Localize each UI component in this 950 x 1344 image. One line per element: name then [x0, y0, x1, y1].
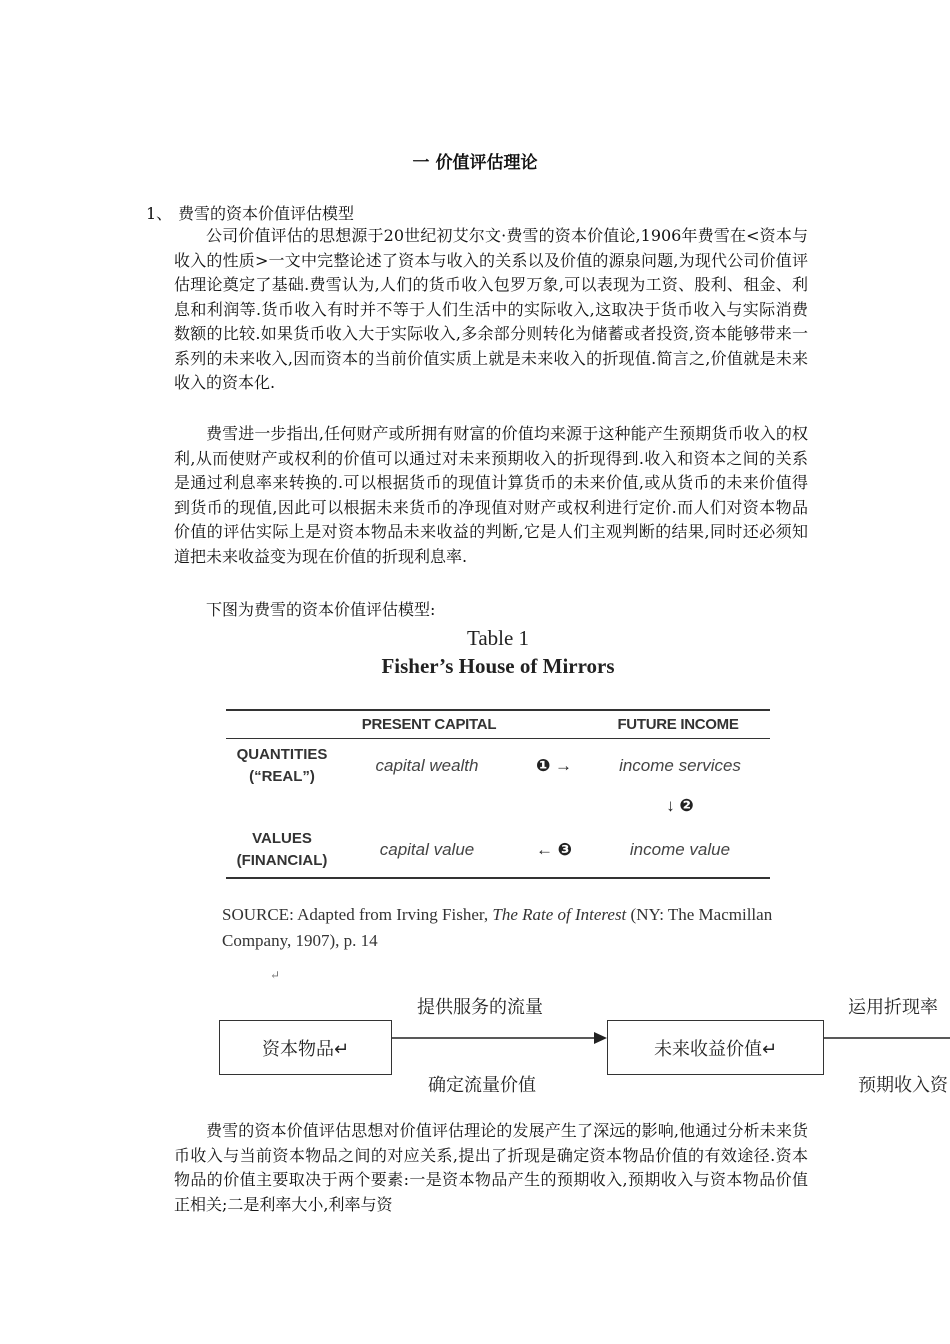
section-heading-text: 费雪的资本价值评估模型: [178, 204, 355, 223]
arrow-3: ← ❸: [535, 840, 573, 859]
page-title: 一 价值评估理论: [412, 153, 538, 173]
cell-income-value: income value: [629, 840, 731, 859]
paragraph-3: 下图为费雪的资本价值评估模型:: [206, 600, 436, 619]
cell-income-services: income services: [619, 756, 741, 775]
col-header-future: FUTURE INCOME: [617, 716, 739, 733]
flow-label-expected-income: 预期收入资: [858, 1075, 948, 1096]
row-label-quantities-main: QUANTITIES: [236, 746, 328, 763]
source-suffix: (NY: The Macmillan Company, 1907), p. 14: [222, 905, 773, 950]
flow-label-determine-value: 确定流量价值: [428, 1075, 536, 1096]
table-number: Table 1: [466, 626, 530, 650]
arrow-1: ❶ →: [535, 756, 573, 775]
source-book: The Rate of Interest: [492, 905, 627, 924]
arrow-2: ↓ ❷: [666, 796, 694, 815]
paragraph-4: 费雪的资本价值评估思想对价值评估理论的发展产生了深远的影响,他通过分析未来货币收入与当前资本物品之间的对应关系,提出了折现是确定资本物品价值的有效途径.资本物品的价值主要取决于两个要素:一是资本物品产生的预期收入,预期收入与资本物品价值正相关;二是利率大小,利率与资: [174, 1121, 808, 1214]
cell-capital-wealth: capital wealth: [375, 756, 479, 775]
pilcrow-mark: ↵: [270, 968, 281, 982]
flow-box-capital-goods: 资本物品↵: [219, 1020, 392, 1075]
section-number: 1、: [146, 204, 173, 223]
row-label-quantities-sub: (“REAL”): [249, 768, 315, 785]
flow-label-discount-rate: 运用折现率: [848, 997, 938, 1018]
cell-capital-value: capital value: [379, 840, 475, 859]
flow-arrow-head-1: [594, 1032, 607, 1044]
row-label-values-sub: (FINANCIAL): [236, 852, 328, 869]
source-prefix: SOURCE: Adapted from Irving Fisher,: [222, 905, 493, 924]
paragraph-2: 费雪进一步指出,任何财产或所拥有财富的价值均来源于这种能产生预期货币收入的权利,从而使财产或权利的价值可以通过对未来预期收入的折现得到.收入和资本之间的关系是通过利息率来转换的.可以根据货币的现值计算货币的未来价值,或从货币的未来价值得到货币的现值,因此可以根据未来货币的净现值对财产或权利进行定价.而人们对资本物品价值的评估实际上是对资本物品未来收益的判断,它是人们主观判断的结果,同时还必须知道把未来收益变为现在价值的折现利息率.: [174, 424, 808, 566]
col-header-present: PRESENT CAPITAL: [361, 716, 497, 733]
table-title: Fisher’s House of Mirrors: [381, 654, 615, 678]
row-label-values-main: VALUES: [252, 830, 312, 847]
flow-label-service-flow: 提供服务的流量: [417, 997, 543, 1018]
paragraph-1: 公司价值评估的思想源于20世纪初艾尔文·费雪的资本价值论,1906年费雪在<资本与收入的性质>一文中完整论述了资本与收入的关系以及价值的源泉问题,为现代公司价值评估理论奠定了基础.费雪认为,人们的货币收入包罗万象,可以表现为工资、股利、租金、利息和利润等.货币收入有时并不等于人们生活中的实际收入,这取决于货币收入与实际消费数额的比较.如果货币收入大于实际收入,多余部分则转化为储蓄或者投资,资本能够带来一系列的未来收入,因而资本的当前价值实质上就是未来收入的折现值.简言之,价值就是未来收入的资本化.: [174, 226, 808, 392]
flow-box-future-income-value: 未来收益价值↵: [607, 1020, 824, 1075]
